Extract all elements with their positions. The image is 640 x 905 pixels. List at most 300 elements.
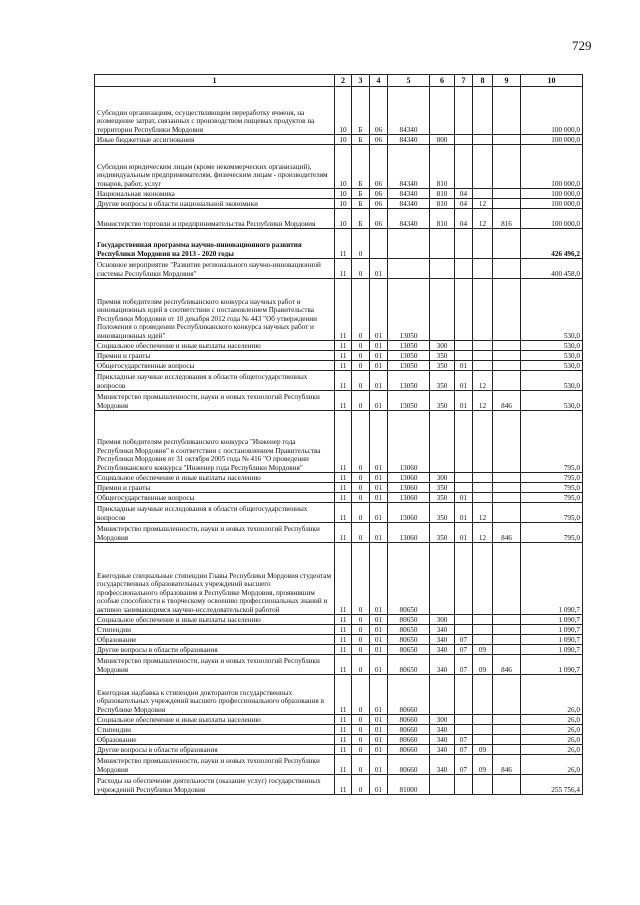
row-description: Стипендии: [95, 725, 335, 735]
cell-code-ministry: [493, 625, 521, 635]
cell-code-subsection: [473, 543, 493, 615]
cell-code-section: 01: [455, 503, 473, 523]
row-description: Субсидии юридическим лицам (кроме некоммерческих организаций), индивидуальным предпринимателям, физическим лицам - производителям товаров, работ, услуг: [95, 145, 335, 189]
cell-code-expense-type: 810: [430, 145, 455, 189]
cell-code-expense-type: 340: [430, 645, 455, 655]
cell-code-direction: 13050: [388, 341, 430, 351]
table-row: [95, 135, 583, 145]
row-description: Прикладные научные исследования в области общегосударственных вопросов: [95, 503, 335, 523]
cell-code-ministry: [493, 543, 521, 615]
cell-code-ministry: [493, 189, 521, 199]
row-description: Образование: [95, 735, 335, 745]
row-description: Министерство промышленности, науки и новых технологий Республики Мордовия: [95, 523, 335, 543]
cell-code-subprogram: Б: [352, 189, 370, 199]
cell-code-ministry: [493, 259, 521, 279]
cell-code-ministry: [493, 371, 521, 391]
cell-code-measure: 06: [370, 87, 388, 135]
cell-code-section: [455, 473, 473, 483]
cell-code-subsection: [473, 411, 493, 473]
cell-code-ministry: 846: [493, 755, 521, 775]
cell-code-subprogram: Б: [352, 87, 370, 135]
row-description: Государственная программа научно-инновационного развития Республики Мордовия на 2013 - 2020 годы: [95, 229, 335, 259]
cell-code-expense-type: 300: [430, 341, 455, 351]
cell-code-ministry: [493, 493, 521, 503]
cell-amount: 795,0: [521, 503, 583, 523]
cell-code-subsection: [473, 189, 493, 199]
cell-code-direction: 80650: [388, 645, 430, 655]
cell-code-measure: 01: [370, 775, 388, 795]
cell-code-measure: 01: [370, 675, 388, 715]
cell-amount: 26,0: [521, 745, 583, 755]
cell-amount: 255 756,4: [521, 775, 583, 795]
row-description: Ежегодные специальные стипендии Главы Республики Мордовия студентам государственных образовательных учреждений высшего профессионального образования в Республике Мордовия, проявившим особые способности к творческому освоению профессиональных знаний и активно занимающимся научно-исследовательской работой: [95, 543, 335, 615]
cell-amount: 100 000,0: [521, 209, 583, 229]
cell-code-measure: 01: [370, 655, 388, 675]
cell-code-direction: [388, 259, 430, 279]
row-description: Министерство промышленности, науки и новых технологий Республики Мордовия: [95, 391, 335, 411]
row-description: Прикладные научные исследования в области общегосударственных вопросов: [95, 371, 335, 391]
cell-code-program: 11: [335, 391, 352, 411]
cell-code-ministry: [493, 483, 521, 493]
cell-code-subsection: [473, 635, 493, 645]
cell-code-program: 11: [335, 543, 352, 615]
cell-code-direction: 13060: [388, 473, 430, 483]
cell-code-ministry: [493, 229, 521, 259]
cell-code-section: [455, 351, 473, 361]
cell-amount: 1 090,7: [521, 655, 583, 675]
cell-code-program: 11: [335, 715, 352, 725]
cell-code-program: 11: [335, 635, 352, 645]
cell-code-program: 10: [335, 209, 352, 229]
table-row: [95, 229, 583, 259]
cell-code-measure: 01: [370, 473, 388, 483]
cell-code-measure: 01: [370, 361, 388, 371]
cell-code-subsection: 09: [473, 645, 493, 655]
cell-code-ministry: [493, 635, 521, 645]
cell-code-subsection: 09: [473, 755, 493, 775]
cell-code-subprogram: Б: [352, 135, 370, 145]
cell-code-measure: 01: [370, 635, 388, 645]
cell-code-expense-type: 340: [430, 725, 455, 735]
cell-code-program: 11: [335, 615, 352, 625]
cell-code-section: 01: [455, 391, 473, 411]
cell-code-ministry: [493, 87, 521, 135]
cell-code-subsection: [473, 615, 493, 625]
cell-code-direction: 13060: [388, 503, 430, 523]
cell-code-subprogram: 0: [352, 391, 370, 411]
cell-amount: 795,0: [521, 493, 583, 503]
cell-code-ministry: [493, 341, 521, 351]
cell-code-subsection: 12: [473, 391, 493, 411]
table-row: [95, 543, 583, 615]
cell-code-subsection: [473, 775, 493, 795]
column-header: 1: [95, 75, 335, 87]
cell-code-subsection: [473, 351, 493, 361]
cell-code-subprogram: 0: [352, 503, 370, 523]
cell-code-subsection: [473, 675, 493, 715]
column-header: 2: [335, 75, 352, 87]
cell-code-direction: 80650: [388, 625, 430, 635]
row-description: Общегосударственные вопросы: [95, 361, 335, 371]
cell-code-section: 01: [455, 523, 473, 543]
cell-amount: 1 090,7: [521, 543, 583, 615]
cell-amount: 1 090,7: [521, 645, 583, 655]
cell-amount: 1 090,7: [521, 615, 583, 625]
cell-amount: 26,0: [521, 725, 583, 735]
cell-code-measure: 01: [370, 371, 388, 391]
cell-code-expense-type: 300: [430, 615, 455, 625]
table-row: [95, 341, 583, 351]
row-description: Другие вопросы в области образования: [95, 645, 335, 655]
cell-amount: 530,0: [521, 391, 583, 411]
cell-code-program: 11: [335, 411, 352, 473]
cell-code-measure: 01: [370, 615, 388, 625]
cell-amount: 100 000,0: [521, 199, 583, 209]
cell-code-expense-type: 340: [430, 755, 455, 775]
cell-amount: 795,0: [521, 483, 583, 493]
cell-code-program: 10: [335, 135, 352, 145]
cell-code-subsection: [473, 135, 493, 145]
cell-code-subsection: 12: [473, 199, 493, 209]
cell-code-measure: 01: [370, 391, 388, 411]
cell-code-program: 11: [335, 725, 352, 735]
cell-code-subsection: [473, 259, 493, 279]
cell-amount: 795,0: [521, 411, 583, 473]
cell-code-ministry: [493, 735, 521, 745]
cell-code-expense-type: [430, 87, 455, 135]
cell-code-subprogram: 0: [352, 645, 370, 655]
cell-code-program: 11: [335, 503, 352, 523]
cell-code-expense-type: [430, 411, 455, 473]
cell-code-program: 11: [335, 361, 352, 371]
cell-code-section: [455, 543, 473, 615]
cell-code-section: [455, 615, 473, 625]
cell-code-section: 04: [455, 209, 473, 229]
cell-code-program: 11: [335, 483, 352, 493]
cell-code-subsection: [473, 87, 493, 135]
cell-code-direction: 84340: [388, 189, 430, 199]
cell-code-expense-type: [430, 543, 455, 615]
cell-code-program: 11: [335, 371, 352, 391]
cell-code-program: 11: [335, 675, 352, 715]
cell-code-direction: 84340: [388, 87, 430, 135]
cell-code-subprogram: 0: [352, 483, 370, 493]
cell-code-measure: 01: [370, 645, 388, 655]
cell-code-section: [455, 145, 473, 189]
cell-code-expense-type: [430, 675, 455, 715]
cell-code-measure: 01: [370, 259, 388, 279]
cell-code-expense-type: [430, 229, 455, 259]
cell-code-direction: 84340: [388, 209, 430, 229]
cell-code-subsection: [473, 145, 493, 189]
cell-code-expense-type: 350: [430, 523, 455, 543]
cell-code-section: [455, 483, 473, 493]
cell-code-direction: 80650: [388, 655, 430, 675]
cell-code-measure: 06: [370, 199, 388, 209]
cell-code-subsection: [473, 735, 493, 745]
cell-code-expense-type: [430, 279, 455, 341]
cell-code-direction: 13050: [388, 361, 430, 371]
cell-code-section: 07: [455, 655, 473, 675]
cell-amount: 26,0: [521, 735, 583, 745]
row-description: Стипендии: [95, 625, 335, 635]
row-description: Социальное обеспечение и иные выплаты населению: [95, 473, 335, 483]
cell-code-ministry: [493, 503, 521, 523]
cell-code-measure: 01: [370, 725, 388, 735]
cell-code-measure: 06: [370, 189, 388, 199]
cell-code-subprogram: 0: [352, 675, 370, 715]
column-header: 6: [430, 75, 455, 87]
table-row: [95, 745, 583, 755]
cell-code-subsection: 12: [473, 209, 493, 229]
cell-code-section: 07: [455, 635, 473, 645]
cell-code-measure: 01: [370, 625, 388, 635]
cell-code-section: [455, 341, 473, 351]
cell-code-subprogram: 0: [352, 411, 370, 473]
cell-code-program: 11: [335, 229, 352, 259]
cell-code-measure: 01: [370, 341, 388, 351]
table-row: [95, 351, 583, 361]
cell-code-expense-type: 350: [430, 361, 455, 371]
cell-code-subprogram: 0: [352, 725, 370, 735]
cell-code-subprogram: 0: [352, 755, 370, 775]
cell-code-direction: 13050: [388, 391, 430, 411]
cell-amount: 530,0: [521, 341, 583, 351]
cell-code-section: [455, 775, 473, 795]
cell-code-subprogram: 0: [352, 625, 370, 635]
row-description: Национальная экономика: [95, 189, 335, 199]
page-number: 729: [572, 38, 592, 53]
row-description: Основное мероприятие "Развитие регионального научно-инновационной системы Республики Мордовия": [95, 259, 335, 279]
row-description: Социальное обеспечение и иные выплаты населению: [95, 341, 335, 351]
cell-code-ministry: [493, 279, 521, 341]
cell-code-measure: 06: [370, 135, 388, 145]
cell-amount: 530,0: [521, 279, 583, 341]
row-description: Общегосударственные вопросы: [95, 493, 335, 503]
cell-code-section: [455, 625, 473, 635]
cell-amount: 795,0: [521, 523, 583, 543]
budget-table: [94, 74, 583, 795]
cell-code-section: [455, 675, 473, 715]
cell-code-program: 10: [335, 199, 352, 209]
cell-code-direction: 13050: [388, 351, 430, 361]
cell-code-section: 07: [455, 745, 473, 755]
table-row: [95, 675, 583, 715]
cell-code-subprogram: 0: [352, 635, 370, 645]
cell-code-subprogram: Б: [352, 145, 370, 189]
table-row: [95, 411, 583, 473]
cell-code-ministry: [493, 199, 521, 209]
column-header: 8: [473, 75, 493, 87]
cell-code-section: [455, 715, 473, 725]
table-row: [95, 371, 583, 391]
cell-code-ministry: 846: [493, 391, 521, 411]
cell-code-subsection: [473, 473, 493, 483]
cell-code-subsection: 09: [473, 655, 493, 675]
cell-code-direction: [388, 229, 430, 259]
cell-code-subsection: 12: [473, 523, 493, 543]
cell-code-program: 11: [335, 473, 352, 483]
cell-code-section: [455, 87, 473, 135]
cell-code-measure: 01: [370, 503, 388, 523]
cell-code-expense-type: 810: [430, 189, 455, 199]
row-description: Премии и гранты: [95, 351, 335, 361]
cell-code-measure: 01: [370, 745, 388, 755]
table-row: [95, 615, 583, 625]
cell-code-ministry: [493, 745, 521, 755]
cell-code-direction: 80660: [388, 745, 430, 755]
cell-code-subprogram: Б: [352, 209, 370, 229]
table-row: [95, 735, 583, 745]
row-description: Ежегодная надбавка к стипендии докторантов государственных образовательных учреждений высшего профессионального образования в Республике Мордовия: [95, 675, 335, 715]
cell-code-program: 11: [335, 645, 352, 655]
table-row: [95, 725, 583, 735]
row-description: Расходы на обеспечение деятельности (оказание услуг) государственных учреждений Республики Мордовия: [95, 775, 335, 795]
cell-code-subsection: [473, 341, 493, 351]
row-description: Премия победителям республиканского конкурса научных работ и инновационных идей в соответствии с постановлением Правительства Республики Мордовия от 10 декабря 2012 года № 443 "Об утверждении Положения о проведении Республиканского конкурса научных работ и инновационных идей": [95, 279, 335, 341]
cell-code-direction: 13050: [388, 371, 430, 391]
cell-code-direction: 80650: [388, 615, 430, 625]
table-row: [95, 645, 583, 655]
cell-code-program: 10: [335, 189, 352, 199]
cell-amount: 1 090,7: [521, 635, 583, 645]
cell-code-expense-type: 350: [430, 351, 455, 361]
table-row: [95, 391, 583, 411]
cell-code-direction: 84340: [388, 135, 430, 145]
cell-code-expense-type: 340: [430, 625, 455, 635]
cell-code-direction: 80660: [388, 675, 430, 715]
cell-amount: 426 496,2: [521, 229, 583, 259]
cell-code-subprogram: 0: [352, 279, 370, 341]
cell-code-measure: 01: [370, 755, 388, 775]
cell-code-subprogram: 0: [352, 745, 370, 755]
table-row: [95, 199, 583, 209]
cell-code-section: 04: [455, 189, 473, 199]
cell-code-measure: 06: [370, 209, 388, 229]
cell-code-subsection: [473, 493, 493, 503]
cell-code-direction: 13060: [388, 411, 430, 473]
cell-code-direction: 80660: [388, 715, 430, 725]
cell-code-ministry: [493, 411, 521, 473]
cell-code-subsection: [473, 725, 493, 735]
cell-amount: 100 000,0: [521, 87, 583, 135]
cell-code-program: 11: [335, 279, 352, 341]
cell-code-subprogram: 0: [352, 371, 370, 391]
cell-code-ministry: [493, 775, 521, 795]
cell-code-program: 11: [335, 523, 352, 543]
table-row: [95, 755, 583, 775]
cell-code-direction: 80660: [388, 755, 430, 775]
cell-code-direction: 13060: [388, 493, 430, 503]
table-header-row: [95, 75, 583, 87]
column-header: 5: [388, 75, 430, 87]
cell-code-subsection: [473, 361, 493, 371]
cell-code-ministry: [493, 715, 521, 725]
cell-code-ministry: 846: [493, 523, 521, 543]
table-row: [95, 259, 583, 279]
table-row: [95, 715, 583, 725]
table-row: [95, 503, 583, 523]
cell-code-expense-type: 350: [430, 493, 455, 503]
cell-amount: 530,0: [521, 371, 583, 391]
cell-code-section: [455, 411, 473, 473]
cell-code-section: 01: [455, 361, 473, 371]
cell-code-ministry: 846: [493, 655, 521, 675]
cell-code-ministry: [493, 615, 521, 625]
cell-code-subprogram: 0: [352, 543, 370, 615]
cell-amount: 795,0: [521, 473, 583, 483]
cell-code-measure: 01: [370, 493, 388, 503]
cell-code-program: 11: [335, 351, 352, 361]
table-row: [95, 625, 583, 635]
cell-code-program: 11: [335, 341, 352, 351]
cell-code-expense-type: 340: [430, 655, 455, 675]
cell-code-measure: 01: [370, 411, 388, 473]
cell-code-section: [455, 229, 473, 259]
cell-code-subsection: [473, 279, 493, 341]
cell-code-measure: [370, 229, 388, 259]
table-row: [95, 473, 583, 483]
cell-amount: 400 458,0: [521, 259, 583, 279]
cell-code-section: [455, 279, 473, 341]
column-header: 4: [370, 75, 388, 87]
cell-code-section: 01: [455, 493, 473, 503]
cell-code-direction: 84340: [388, 199, 430, 209]
table-row: [95, 483, 583, 493]
cell-code-subprogram: 0: [352, 655, 370, 675]
row-description: Образование: [95, 635, 335, 645]
cell-code-measure: 01: [370, 523, 388, 543]
column-header: 3: [352, 75, 370, 87]
cell-code-subsection: [473, 625, 493, 635]
column-header: 10: [521, 75, 583, 87]
cell-code-expense-type: 350: [430, 483, 455, 493]
cell-code-measure: 01: [370, 351, 388, 361]
row-description: Другие вопросы в области образования: [95, 745, 335, 755]
cell-code-expense-type: 350: [430, 503, 455, 523]
cell-code-ministry: [493, 725, 521, 735]
cell-code-program: 11: [335, 775, 352, 795]
cell-amount: 26,0: [521, 715, 583, 725]
cell-amount: 1 090,7: [521, 625, 583, 635]
row-description: Иные бюджетные ассигнования: [95, 135, 335, 145]
cell-code-ministry: [493, 361, 521, 371]
cell-amount: 100 000,0: [521, 189, 583, 199]
table-row: [95, 209, 583, 229]
cell-code-measure: 01: [370, 735, 388, 745]
row-description: Социальное обеспечение и иные выплаты населению: [95, 715, 335, 725]
table-row: [95, 361, 583, 371]
table-row: [95, 87, 583, 135]
cell-code-ministry: [493, 473, 521, 483]
cell-code-direction: 13060: [388, 483, 430, 493]
cell-code-subsection: 12: [473, 371, 493, 391]
row-description: Министерство промышленности, науки и новых технологий Республики Мордовия: [95, 655, 335, 675]
cell-code-expense-type: 350: [430, 391, 455, 411]
cell-code-measure: 01: [370, 483, 388, 493]
cell-code-direction: 84340: [388, 145, 430, 189]
cell-code-measure: 01: [370, 543, 388, 615]
cell-code-ministry: [493, 145, 521, 189]
cell-code-subprogram: 0: [352, 229, 370, 259]
cell-amount: 100 000,0: [521, 135, 583, 145]
cell-code-subprogram: 0: [352, 715, 370, 725]
table-row: [95, 775, 583, 795]
table-row: [95, 523, 583, 543]
cell-amount: 26,0: [521, 675, 583, 715]
cell-code-subprogram: 0: [352, 735, 370, 745]
cell-code-section: 07: [455, 735, 473, 745]
